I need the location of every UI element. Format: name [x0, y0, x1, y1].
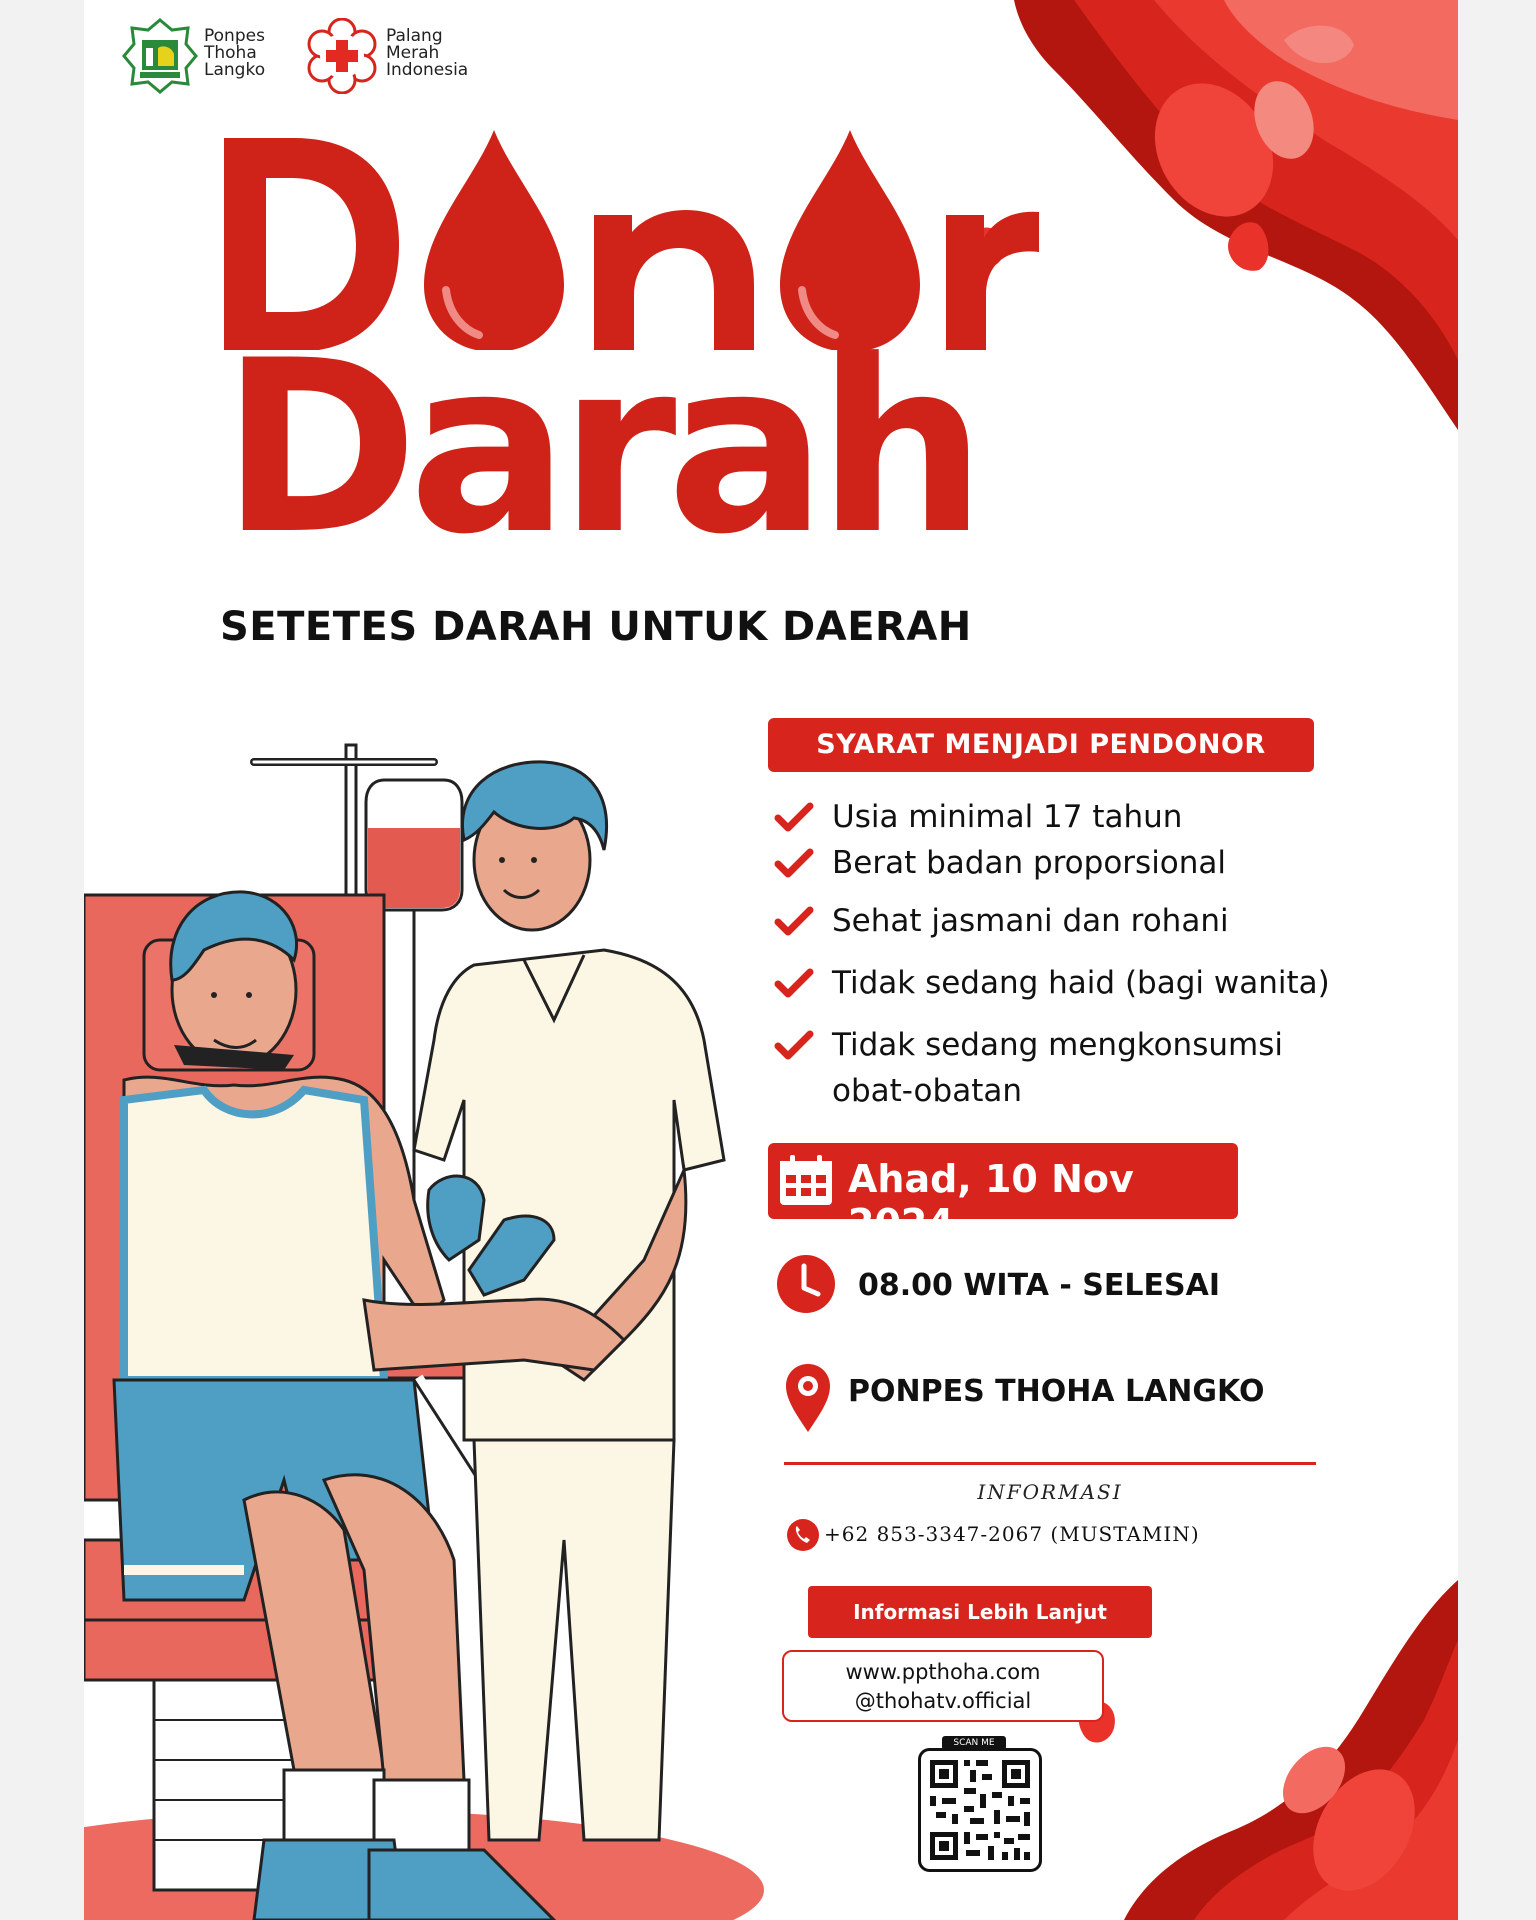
- check-icon: [774, 1030, 814, 1060]
- more-info-button[interactable]: [808, 1586, 1152, 1638]
- website-link[interactable]: www.ppthoha.com: [845, 1660, 1041, 1684]
- palang-merah-indonesia-logo: [304, 18, 380, 94]
- requirement-text: Berat badan proporsional: [832, 845, 1227, 881]
- links-box: [782, 1650, 1104, 1722]
- ponpes-logo-line: Langko: [204, 60, 266, 80]
- pmi-logo-line: Palang: [386, 26, 443, 46]
- requirements-heading: [768, 718, 1314, 772]
- event-location: PONPES THOHA LANGKO: [848, 1374, 1265, 1409]
- requirement-text-continued: obat-obatan: [832, 1073, 1022, 1109]
- more-info-button-label: Informasi Lebih Lanjut: [853, 1600, 1107, 1624]
- requirements-heading-text: SYARAT MENJADI PENDONOR: [816, 729, 1266, 760]
- requirement-text: Sehat jasmani dan rohani: [832, 903, 1229, 939]
- tagline: SETETES DARAH UNTUK DAERAH: [220, 604, 972, 650]
- pmi-logo-text: [386, 28, 468, 79]
- check-icon: [774, 848, 814, 878]
- requirement-item: [832, 898, 1392, 944]
- location-pin-icon: [784, 1362, 832, 1434]
- poster: [84, 0, 1458, 1920]
- pmi-logo-line: Indonesia: [386, 60, 469, 80]
- event-time: 08.00 WITA - SELESAI: [858, 1268, 1220, 1303]
- requirement-item: [832, 794, 1392, 840]
- requirement-text: Tidak sedang mengkonsumsi: [832, 1027, 1283, 1063]
- event-date-box: [768, 1143, 1238, 1245]
- requirement-text: Tidak sedang haid (bagi wanita): [832, 965, 1330, 1001]
- qr-code[interactable]: [918, 1748, 1042, 1872]
- title-line-1: [204, 115, 214, 345]
- contact-phone: +62 853-3347-2067 (MUSTAMIN): [824, 1522, 1200, 1546]
- ponpes-logo-line: Ponpes: [204, 26, 265, 46]
- pmi-logo-line: Merah: [386, 43, 440, 63]
- ponpes-logo-text: [204, 28, 265, 79]
- divider: [784, 1462, 1316, 1465]
- check-icon: [774, 802, 814, 832]
- check-icon: [774, 906, 814, 936]
- requirements-list: [832, 794, 1392, 1114]
- event-date: Ahad, 10 Nov 2024: [848, 1157, 1134, 1245]
- check-icon: [774, 968, 814, 998]
- blood-donation-illustration: [84, 740, 784, 1920]
- title-line-2: Darah: [221, 310, 977, 587]
- calendar-icon: [778, 1155, 834, 1207]
- clock-icon: [776, 1254, 836, 1314]
- ponpes-thoha-langko-logo: [122, 18, 198, 94]
- instagram-handle[interactable]: @thohatv.official: [854, 1689, 1032, 1713]
- qr-label-text: SCAN ME: [953, 1738, 995, 1748]
- requirement-item: [832, 840, 1392, 886]
- ponpes-logo-line: Thoha: [204, 43, 257, 63]
- phone-icon: [786, 1518, 820, 1552]
- contact-heading: INFORMASI: [977, 1480, 1123, 1504]
- requirement-item: [832, 960, 1392, 1006]
- requirement-text: Usia minimal 17 tahun: [832, 799, 1183, 835]
- requirement-item: [832, 1022, 1392, 1114]
